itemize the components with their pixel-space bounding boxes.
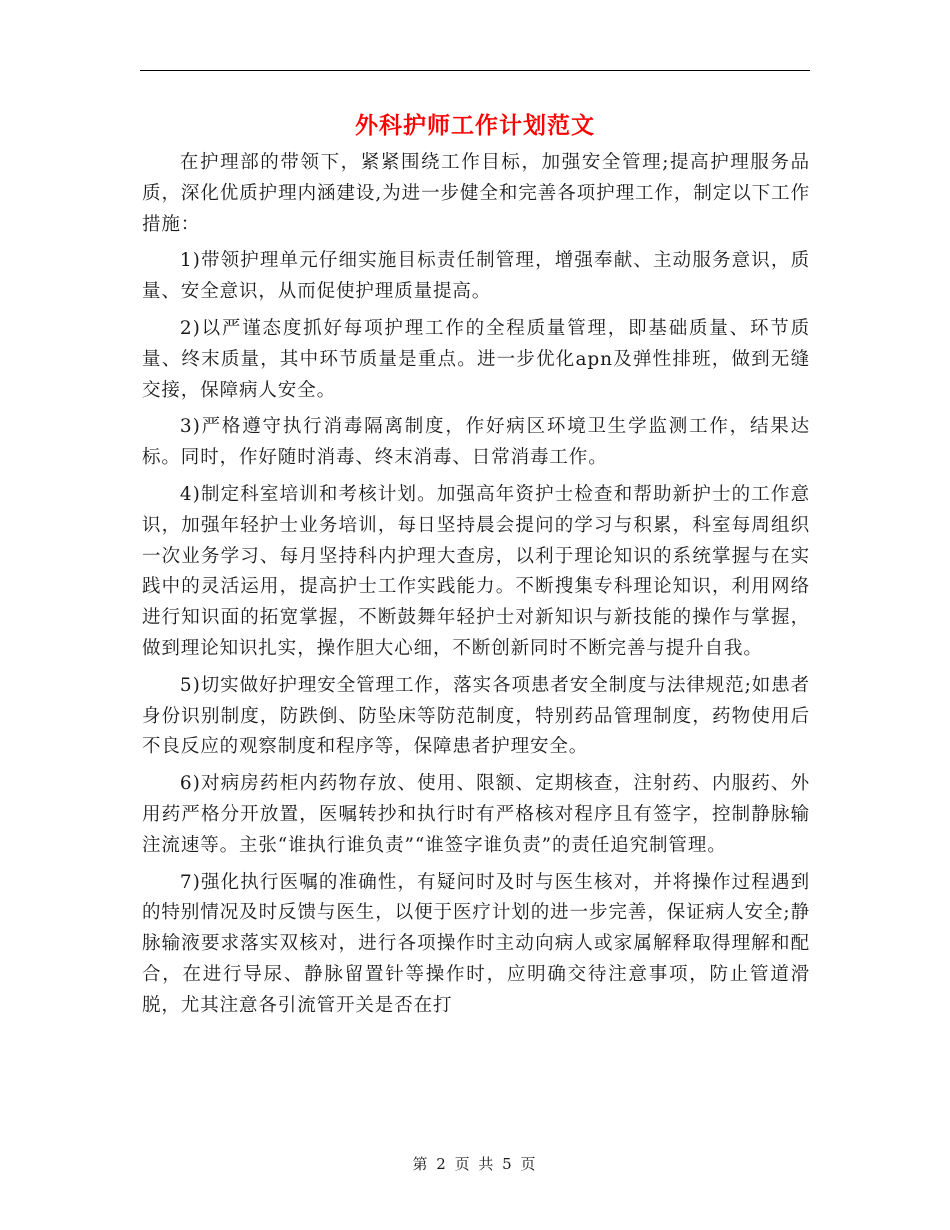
measure-paragraph-2: 2)以严谨态度抓好每项护理工作的全程质量管理，即基础质量、环节质量、终末质量，其中环节质量是重点。进一步优化apn及弹性排班，做到无缝交接，保障病人安全。 <box>142 317 810 401</box>
document-body <box>142 148 810 1108</box>
page-number: 第 2 页 共 5 页 <box>412 1155 538 1173</box>
intro-paragraph: 在护理部的带领下，紧紧围绕工作目标，加强安全管理;提高护理服务品质，深化优质护理内涵建设,为进一步健全和完善各项护理工作，制定以下工作措施： <box>142 152 810 235</box>
measure-paragraph-1: 1)带领护理单元仔细实施目标责任制管理，增强奉献、主动服务意识，质量、安全意识，从而促使护理质量提高。 <box>142 250 810 303</box>
header-rule <box>140 70 810 71</box>
measure-paragraph-4: 4)制定科室培训和考核计划。加强高年资护士检查和帮助新护士的工作意识，加强年轻护士业务培训，每日坚持晨会提问的学习与积累，科室每周组织一次业务学习、每月坚持科内护理大查房，以利于理论知识的系统掌握与在实践中的灵活运用，提高护士工作实践能力。不断搜集专科理论知识，利用网络进行知识面的拓宽掌握，不断鼓舞年轻护士对新知识与新技能的操作与掌握，做到理论知识扎实，操作胆大心细，不断创新同时不断完善与提升自我。 <box>142 483 810 659</box>
measure-paragraph-5: 5)切实做好护理安全管理工作，落实各项患者安全制度与法律规范;如患者身份识别制度，防跌倒、防坠床等防范制度，特别药品管理制度，药物使用后不良反应的观察制度和程序等，保障患者护理安全。 <box>142 674 810 758</box>
measure-paragraph-3: 3)严格遵守执行消毒隔离制度，作好病区环境卫生学监测工作，结果达标。同时，作好随时消毒、终末消毒、日常消毒工作。 <box>142 416 810 469</box>
measure-paragraph-6: 6)对病房药柜内药物存放、使用、限额、定期核查，注射药、内服药、外用药严格分开放置，医嘱转抄和执行时有严格核对程序且有签字，控制静脉输注流速等。主张“谁执行谁负责”“谁签字谁负责”的责任追究制管理。 <box>142 773 810 856</box>
document-title: 外科护师工作计划范文 <box>355 112 595 139</box>
measure-paragraph-7: 7)强化执行医嘱的准确性，有疑问时及时与医生核对，并将操作过程遇到的特别情况及时反馈与医生，以便于医疗计划的进一步完善，保证病人安全;静脉输液要求落实双核对，进行各项操作时主动向病人或家属解释取得理解和配合，在进行导尿、静脉留置针等操作时，应明确交待注意事项，防止管道滑脱，尤其注意各引流管开关是否在打 <box>142 871 810 1016</box>
